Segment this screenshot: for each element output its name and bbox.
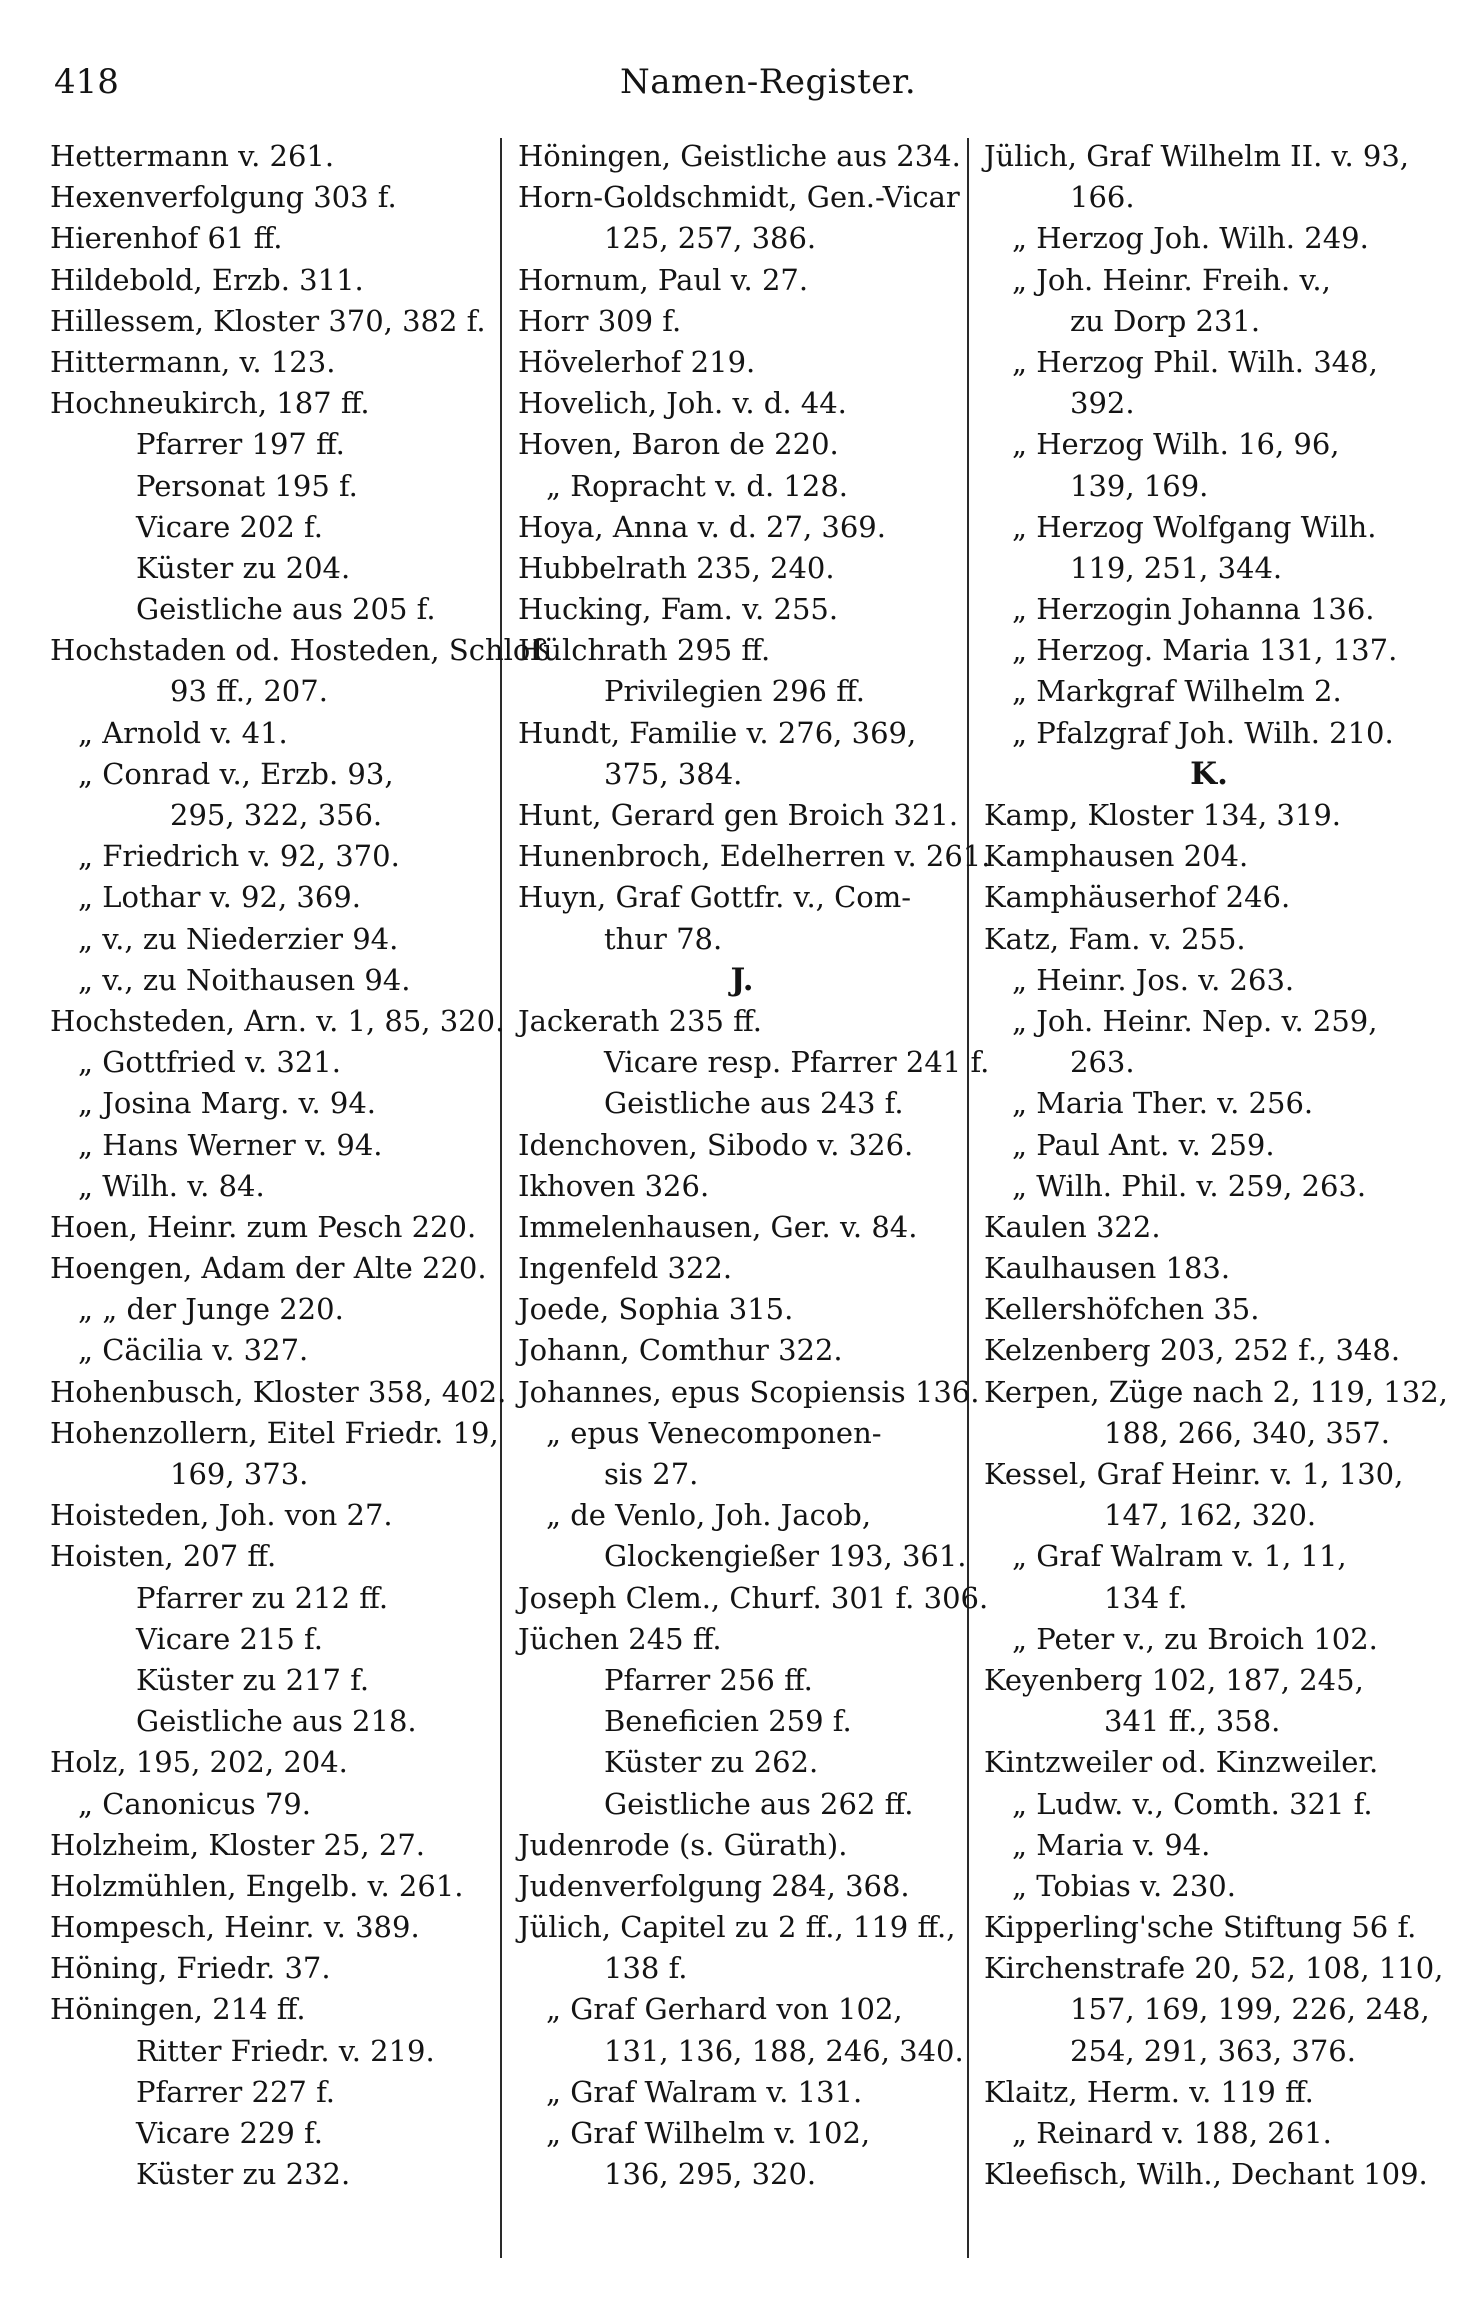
index-entry: „ v., zu Noithausen 94. (78, 962, 411, 997)
index-entry: 166. (1070, 180, 1135, 215)
index-entry: Küster zu 204. (136, 550, 351, 585)
index-entry: „ Herzog Wilh. 16, 96, (1012, 427, 1340, 462)
column-divider (967, 138, 969, 2258)
section-letter: K. (1190, 755, 1228, 792)
index-entry: Jüchen 245 ff. (518, 1621, 722, 1656)
index-entry: Holzmühlen, Engelb. v. 261. (50, 1868, 464, 1903)
index-entry: „ Wilh. v. 84. (78, 1168, 265, 1203)
index-entry: 254, 291, 363, 376. (1070, 2033, 1356, 2068)
index-entry: Hochstaden od. Hosteden, Schloß (50, 633, 550, 668)
index-entry: Hoya, Anna v. d. 27, 369. (518, 509, 886, 544)
index-entry: Hohenbusch, Kloster 358, 402. (50, 1374, 507, 1409)
index-entry: Geistliche aus 243 f. (604, 1086, 904, 1121)
index-entry: Hunt, Gerard gen Broich 321. (518, 798, 959, 832)
index-entry: Immelenhausen, Ger. v. 84. (518, 1209, 918, 1244)
index-entry: „ Maria v. 94. (1012, 1827, 1211, 1862)
index-entry: 125, 257, 386. (604, 221, 817, 256)
index-entry: Kintzweiler od. Kinzweiler. (984, 1745, 1379, 1780)
index-entry: Hunenbroch, Edelherren v. 261. (518, 839, 991, 874)
index-entry: 263. (1070, 1045, 1135, 1080)
index-entry: Kirchenstrafe 20, 52, 108, 110, (984, 1951, 1444, 1986)
index-entry: „ Wilh. Phil. v. 259, 263. (1012, 1168, 1367, 1203)
index-entry: „ Graf Walram v. 1, 11, (1012, 1539, 1347, 1574)
index-entry: Kelzenberg 203, 252 f., 348. (984, 1333, 1401, 1368)
index-entry: Jülich, Capitel zu 2 ff., 119 ff., (518, 1910, 956, 1945)
index-entry: Idenchoven, Sibodo v. 326. (518, 1127, 914, 1162)
index-entry: 188, 266, 340, 357. (1104, 1415, 1390, 1450)
index-entry: Geistliche aus 218. (136, 1704, 417, 1739)
index-entry: Hoen, Heinr. zum Pesch 220. (50, 1209, 477, 1244)
index-entry: Hillessem, Kloster 370, 382 f. (50, 303, 486, 338)
index-entry: Kipperling'sche Stiftung 56 f. (984, 1910, 1417, 1945)
index-entry: 136, 295, 320. (604, 2157, 817, 2192)
index-entry: Pfarrer 197 ff. (136, 427, 345, 462)
index-entry: Küster zu 262. (604, 1745, 819, 1780)
index-entry: „ Josina Marg. v. 94. (78, 1086, 377, 1121)
index-entry: „ Graf Wilhelm v. 102, (546, 2116, 871, 2150)
index-entry: Holzheim, Kloster 25, 27. (50, 1827, 425, 1862)
index-entry: thur 78. (604, 921, 723, 956)
index-entry: Kleefisch, Wilh., Dechant 109. (984, 2157, 1428, 2192)
index-entry: Judenverfolgung 284, 368. (518, 1868, 910, 1903)
index-entry: Hornum, Paul v. 27. (518, 262, 809, 297)
index-entry: Hoisteden, Joh. von 27. (50, 1498, 393, 1533)
index-entry: „ Maria Ther. v. 256. (1012, 1086, 1314, 1121)
index-entry: Höning, Friedr. 37. (50, 1951, 331, 1986)
index-entry: „ Herzog Phil. Wilh. 348, (1012, 344, 1378, 379)
index-entry: „ Herzog Joh. Wilh. 249. (1012, 221, 1369, 256)
index-entry: Kamphäuserhof 246. (984, 880, 1291, 915)
index-entry: Huyn, Graf Gottfr. v., Com- (518, 880, 912, 915)
index-entry: 169, 373. (170, 1457, 309, 1491)
index-entry: Glockengießer 193, 361. (604, 1539, 967, 1574)
index-entry: Kamphausen 204. (984, 839, 1249, 874)
index-entry: 157, 169, 199, 226, 248, (1070, 1992, 1430, 2027)
index-entry: „ Canonicus 79. (78, 1786, 311, 1821)
index-entry: „ Joh. Heinr. Freih. v., (1012, 262, 1331, 297)
index-entry: Hochsteden, Arn. v. 1, 85, 320. (50, 1003, 505, 1038)
index-entry: 131, 136, 188, 246, 340. (604, 2033, 964, 2068)
index-entry: Keyenberg 102, 187, 245, (984, 1662, 1364, 1697)
index-entry: 392. (1070, 386, 1135, 421)
index-entry: „ v., zu Niederzier 94. (78, 921, 399, 956)
index-entry: „ Hans Werner v. 94. (78, 1127, 383, 1162)
index-entry: Vicare 215 f. (136, 1621, 323, 1656)
index-entry: Kellershöfchen 35. (984, 1292, 1260, 1327)
index-entry: Joede, Sophia 315. (518, 1292, 794, 1327)
index-entry: Höningen, 214 ff. (50, 1992, 306, 2027)
index-entry: „ Pfalzgraf Joh. Wilh. 210. (1012, 715, 1394, 750)
index-entry: „ Tobias v. 230. (1012, 1868, 1236, 1903)
index-entry: Ritter Friedr. v. 219. (136, 2033, 435, 2068)
index-entry: Hucking, Fam. v. 255. (518, 592, 839, 627)
index-entry: zu Dorp 231. (1070, 303, 1261, 338)
index-entry: Hettermann v. 261. (50, 139, 335, 173)
running-head-title: Namen-Register. (620, 62, 917, 102)
index-entry: Joseph Clem., Churf. 301 f. 306. (518, 1580, 989, 1615)
index-entry: „ Graf Walram v. 131. (546, 2074, 863, 2109)
index-entry: Horr 309 f. (518, 303, 682, 338)
index-entry: Kaulen 322. (984, 1209, 1161, 1244)
index-entry: Hundt, Familie v. 276, 369, (518, 715, 917, 750)
index-entry: „ Herzogin Johanna 136. (1012, 592, 1375, 627)
index-entry: Hövelerhof 219. (518, 344, 756, 379)
index-entry: 93 ff., 207. (170, 674, 328, 709)
index-entry: „ Herzog. Maria 131, 137. (1012, 633, 1398, 668)
index-entry: Holz, 195, 202, 204. (50, 1745, 348, 1780)
index-entry: Hompesch, Heinr. v. 389. (50, 1910, 420, 1945)
index-entry: 139, 169. (1070, 468, 1209, 503)
index-entry: Kamp, Kloster 134, 319. (984, 798, 1341, 832)
index-column-3 (984, 136, 1448, 2256)
index-entry: Hovelich, Joh. v. d. 44. (518, 386, 847, 421)
index-entry: Geistliche aus 262 ff. (604, 1786, 914, 1821)
index-entry: 375, 384. (604, 756, 743, 791)
index-entry: Kaulhausen 183. (984, 1251, 1231, 1286)
index-entry: Klaitz, Herm. v. 119 ff. (984, 2074, 1314, 2109)
index-entry: sis 27. (604, 1457, 699, 1491)
index-entry: Küster zu 217 f. (136, 1662, 370, 1697)
index-entry: Hexenverfolgung 303 f. (50, 180, 397, 215)
index-entry: „ Arnold v. 41. (78, 715, 288, 750)
index-entry: Jackerath 235 ff. (518, 1003, 762, 1038)
index-entry: Hoven, Baron de 220. (518, 427, 839, 462)
page-number: 418 (54, 62, 119, 102)
index-entry: Hierenhof 61 ff. (50, 221, 283, 256)
index-entry: 138 f. (604, 1951, 688, 1986)
index-entry: „ Paul Ant. v. 259. (1012, 1127, 1275, 1162)
index-entry: „ Markgraf Wilhelm 2. (1012, 674, 1342, 709)
index-entry: Johann, Comthur 322. (518, 1333, 843, 1368)
index-entry: Ingenfeld 322. (518, 1251, 733, 1286)
index-entry: Johannes, epus Scopiensis 136. (518, 1374, 980, 1409)
index-column-2 (518, 136, 991, 2256)
index-entry: Kerpen, Züge nach 2, 119, 132, (984, 1374, 1448, 1409)
index-entry: 147, 162, 320. (1104, 1498, 1317, 1533)
index-entry: Hubbelrath 235, 240. (518, 550, 835, 585)
index-entry: „ Peter v., zu Broich 102. (1012, 1621, 1378, 1656)
index-entry: Hohenzollern, Eitel Friedr. 19, (50, 1415, 499, 1450)
index-column-1 (50, 136, 550, 2256)
index-entry: Hoengen, Adam der Alte 220. (50, 1251, 487, 1286)
index-entry: Hochneukirch, 187 ff. (50, 386, 370, 421)
index-entry: Hittermann, v. 123. (50, 344, 336, 379)
index-entry: Pfarrer 227 f. (136, 2074, 335, 2109)
index-entry: „ Heinr. Jos. v. 263. (1012, 962, 1295, 997)
index-entry: Küster zu 232. (136, 2157, 351, 2192)
index-entry: „ Reinard v. 188, 261. (1012, 2116, 1332, 2150)
index-entry: „ Gottfried v. 321. (78, 1045, 341, 1080)
index-entry: Vicare 229 f. (136, 2116, 323, 2150)
index-entry: Pfarrer 256 ff. (604, 1662, 813, 1697)
index-entry: „ Graf Gerhard von 102, (546, 1992, 903, 2027)
index-entry: Höningen, Geistliche aus 234. (518, 139, 961, 173)
index-entry: „ Herzog Wolfgang Wilh. (1012, 509, 1377, 544)
column-divider (500, 138, 502, 2258)
index-entry: Hülchrath 295 ff. (518, 633, 771, 668)
index-entry: Kessel, Graf Heinr. v. 1, 130, (984, 1457, 1404, 1491)
index-entry: „ Conrad v., Erzb. 93, (78, 756, 394, 791)
index-entry: Vicare resp. Pfarrer 241 f. (604, 1045, 990, 1080)
index-entry: Hoisten, 207 ff. (50, 1539, 277, 1574)
index-entry: „ epus Venecomponen- (546, 1415, 882, 1450)
index-entry: Hildebold, Erzb. 311. (50, 262, 364, 297)
index-entry: 295, 322, 356. (170, 798, 383, 832)
index-entry: „ de Venlo, Joh. Jacob, (546, 1498, 872, 1533)
index-entry: Geistliche aus 205 f. (136, 592, 436, 627)
index-entry: „ Cäcilia v. 327. (78, 1333, 309, 1368)
index-entry: 119, 251, 344. (1070, 550, 1283, 585)
index-entry: „ Lothar v. 92, 369. (78, 880, 361, 915)
index-entry: „ Joh. Heinr. Nep. v. 259, (1012, 1003, 1378, 1038)
index-entry: Horn-Goldschmidt, Gen.-Vicar (518, 180, 960, 215)
index-entry: Privilegien 296 ff. (604, 674, 865, 709)
section-letter: J. (730, 961, 754, 998)
index-entry: „ „ der Junge 220. (78, 1292, 344, 1327)
index-entry: „ Ropracht v. d. 128. (546, 468, 848, 503)
index-entry: Judenrode (s. Gürath). (518, 1827, 848, 1862)
index-entry: Ikhoven 326. (518, 1168, 710, 1203)
index-entry: Katz, Fam. v. 255. (984, 921, 1246, 956)
index-entry: Personat 195 f. (136, 468, 358, 503)
index-entry: „ Ludw. v., Comth. 321 f. (1012, 1786, 1373, 1821)
index-entry: 134 f. (1104, 1580, 1188, 1615)
index-entry: Vicare 202 f. (136, 509, 323, 544)
index-entry: 341 ff., 358. (1104, 1704, 1281, 1739)
index-entry: Jülich, Graf Wilhelm II. v. 93, (984, 139, 1410, 173)
index-entry: „ Friedrich v. 92, 370. (78, 839, 400, 874)
index-entry: Pfarrer zu 212 ff. (136, 1580, 389, 1615)
index-entry: Beneficien 259 f. (604, 1704, 852, 1739)
